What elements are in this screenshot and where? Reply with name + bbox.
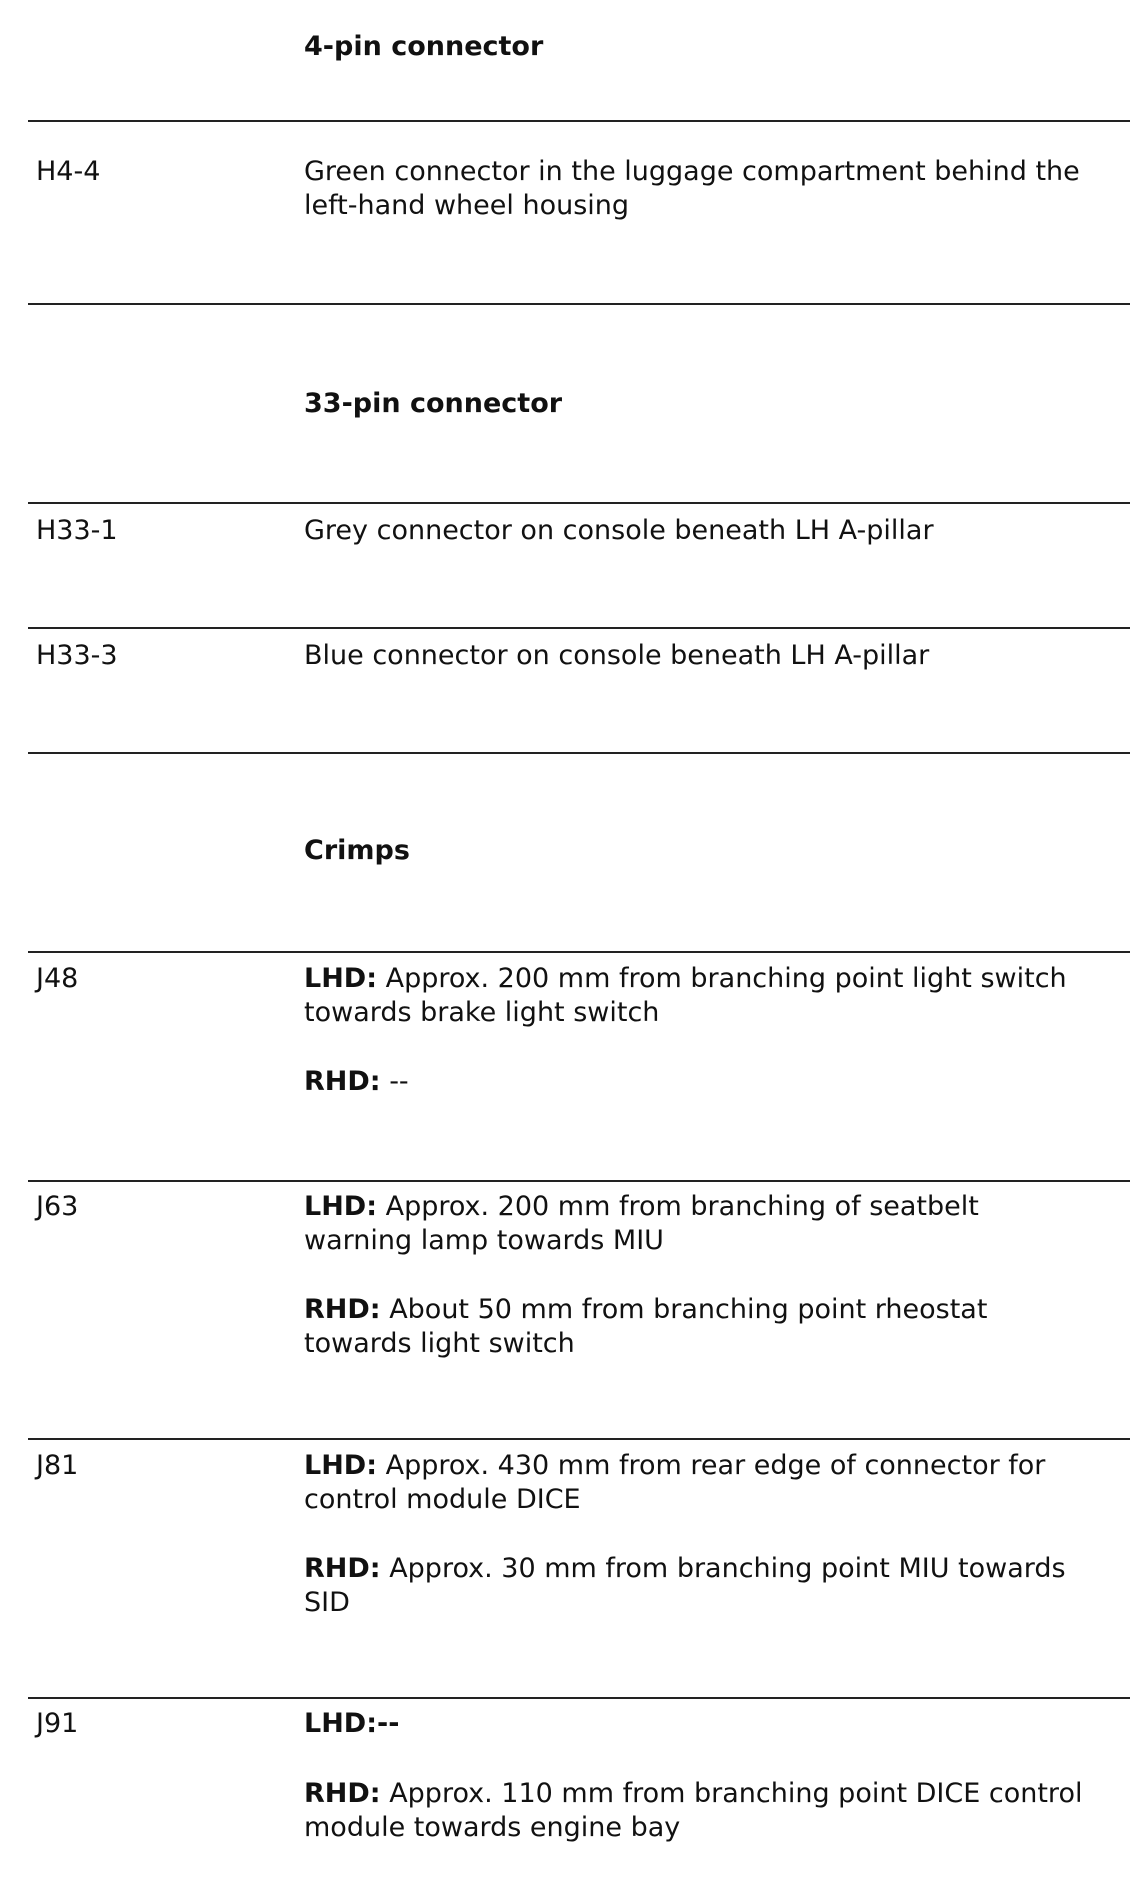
crimp-rhd-description xyxy=(304,1552,1066,1586)
connector-description: left-hand wheel housing xyxy=(304,190,630,221)
crimp-rhd-description xyxy=(304,1293,987,1327)
lhd-label: LHD: xyxy=(304,963,378,994)
crimp-lhd-description: control module DICE xyxy=(304,1484,581,1515)
lhd-text: Approx. 430 mm from rear edge of connector for xyxy=(377,1450,1046,1481)
crimp-code: J91 xyxy=(36,1708,79,1739)
crimp-lhd-description: towards brake light switch xyxy=(304,997,660,1028)
section-heading-crimps: Crimps xyxy=(304,835,410,866)
crimp-rhd-description xyxy=(304,1777,1082,1811)
rhd-text: About 50 mm from branching point rheostat xyxy=(380,1294,988,1325)
crimp-code: J81 xyxy=(36,1450,79,1481)
rhd-label: RHD: xyxy=(304,1778,381,1809)
lhd-text: Approx. 200 mm from branching point light switch xyxy=(377,963,1067,994)
crimp-lhd-description xyxy=(304,1190,979,1224)
lhd-label: LHD:-- xyxy=(304,1708,400,1739)
divider xyxy=(28,627,1130,629)
connector-code: H33-1 xyxy=(36,515,118,546)
section-heading-4-pin: 4-pin connector xyxy=(304,31,544,62)
connector-description: Grey connector on console beneath LH A-pillar xyxy=(304,515,934,546)
rhd-text: -- xyxy=(380,1066,409,1097)
lhd-label: LHD: xyxy=(304,1450,378,1481)
connector-description: Blue connector on console beneath LH A-pillar xyxy=(304,640,930,671)
divider xyxy=(28,951,1130,953)
divider xyxy=(28,502,1130,504)
rhd-label: RHD: xyxy=(304,1553,381,1584)
divider xyxy=(28,1697,1130,1699)
rhd-text: Approx. 110 mm from branching point DICE control xyxy=(380,1778,1083,1809)
connector-code: H4-4 xyxy=(36,156,101,187)
lhd-text: Approx. 200 mm from branching of seatbelt xyxy=(377,1191,979,1222)
crimp-rhd-description xyxy=(304,1065,409,1099)
crimp-lhd-description xyxy=(304,1707,399,1741)
crimp-lhd-description xyxy=(304,962,1067,996)
crimp-code: J48 xyxy=(36,963,79,994)
rhd-label: RHD: xyxy=(304,1294,381,1325)
rhd-text: Approx. 30 mm from branching point MIU towards xyxy=(380,1553,1066,1584)
rhd-label: RHD: xyxy=(304,1066,381,1097)
divider xyxy=(28,752,1130,754)
connector-description: Green connector in the luggage compartment behind the xyxy=(304,156,1080,187)
crimp-lhd-description xyxy=(304,1449,1045,1483)
lhd-label: LHD: xyxy=(304,1191,378,1222)
divider xyxy=(28,1180,1130,1182)
crimp-rhd-description: module towards engine bay xyxy=(304,1812,681,1843)
divider xyxy=(28,1438,1130,1440)
crimp-rhd-description: SID xyxy=(304,1587,350,1618)
divider xyxy=(28,303,1130,305)
crimp-lhd-description: warning lamp towards MIU xyxy=(304,1225,664,1256)
divider xyxy=(28,120,1130,122)
crimp-rhd-description: towards light switch xyxy=(304,1328,575,1359)
crimp-code: J63 xyxy=(36,1191,79,1222)
section-heading-33-pin: 33-pin connector xyxy=(304,388,563,419)
connector-code: H33-3 xyxy=(36,640,118,671)
